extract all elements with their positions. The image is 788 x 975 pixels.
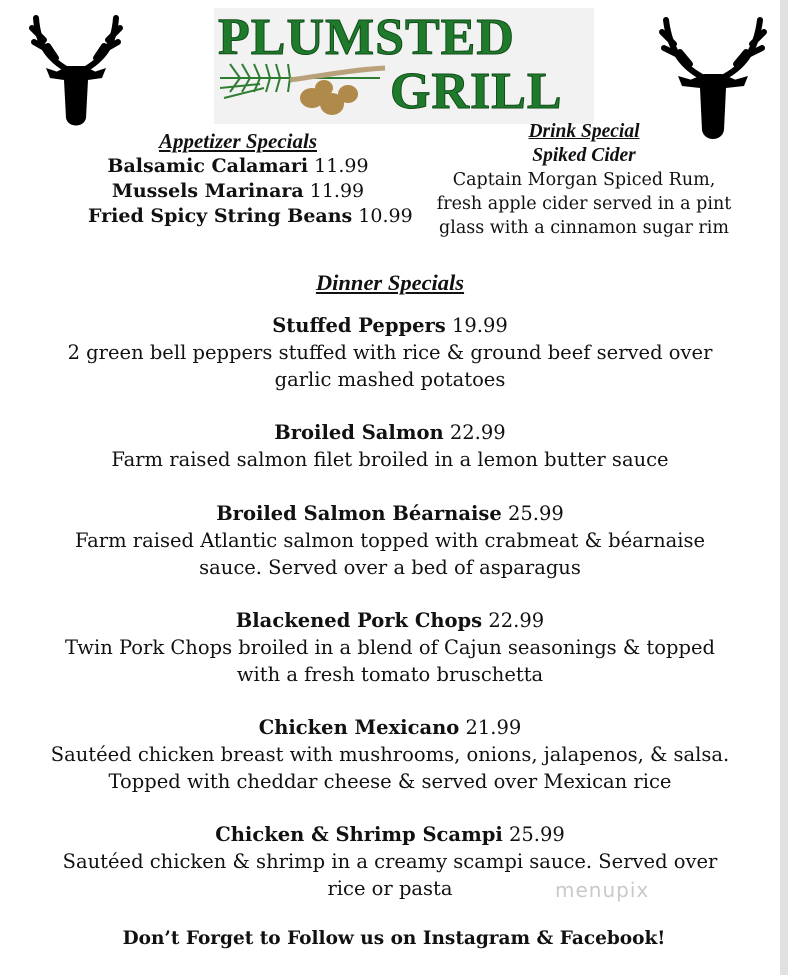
menu-item: Broiled Salmon Béarnaise 25.99 Farm raised Atlantic salmon topped with crabmeat & béarnaise sauce. Served over a bed of asparagus [74, 502, 706, 579]
appetizer-specials [88, 128, 413, 229]
menu-item: Blackened Pork Chops 22.99 Twin Pork Chops broiled in a blend of Cajun seasonings & topped with a fresh tomato bruschetta [64, 609, 715, 686]
drink-description-line: glass with a cinnamon sugar rim [439, 218, 729, 238]
page-edge [780, 0, 788, 975]
menu-item: Stuffed Peppers 19.99 2 green bell peppers stuffed with rice & ground beef served over garlic mashed potatoes [67, 314, 713, 391]
deer-head-icon [28, 10, 124, 132]
logo-text-line2: GRILL [390, 63, 563, 120]
menu-item: Chicken & Shrimp Scampi 25.99 Sautéed chicken & shrimp in a creamy scampi sauce. Served over rice or pasta [62, 823, 718, 900]
logo-text-line1: PLUMSTED [218, 9, 515, 66]
pine-branch-icon [220, 58, 390, 120]
drink-description-line: Captain Morgan Spiced Rum, [452, 170, 716, 190]
section-title: Drink Special [528, 121, 640, 142]
watermark: menupix [555, 878, 650, 902]
section-title: Appetizer Specials [158, 129, 318, 153]
list-item: Balsamic Calamari 11.99 [107, 155, 369, 177]
dinner-specials-title: Dinner Specials [315, 270, 465, 295]
list-item: Fried Spicy String Beans 10.99 [88, 205, 413, 227]
drink-name: Spiked Cider [532, 145, 636, 166]
restaurant-logo [214, 8, 594, 124]
drink-description-line: fresh apple cider served in a pint [436, 194, 732, 214]
menu-item: Chicken Mexicano 21.99 Sautéed chicken breast with mushrooms, onions, jalapenos, & salsa. Topped with cheddar cheese & served over Mexican rice [50, 716, 730, 793]
footer-note: Don’t Forget to Follow us on Instagram & Facebook! [122, 928, 666, 949]
list-item: Mussels Marinara 11.99 [111, 180, 365, 202]
drink-special [434, 120, 734, 240]
menu-item: Broiled Salmon 22.99 Farm raised salmon filet broiled in a lemon butter sauce [111, 421, 669, 471]
